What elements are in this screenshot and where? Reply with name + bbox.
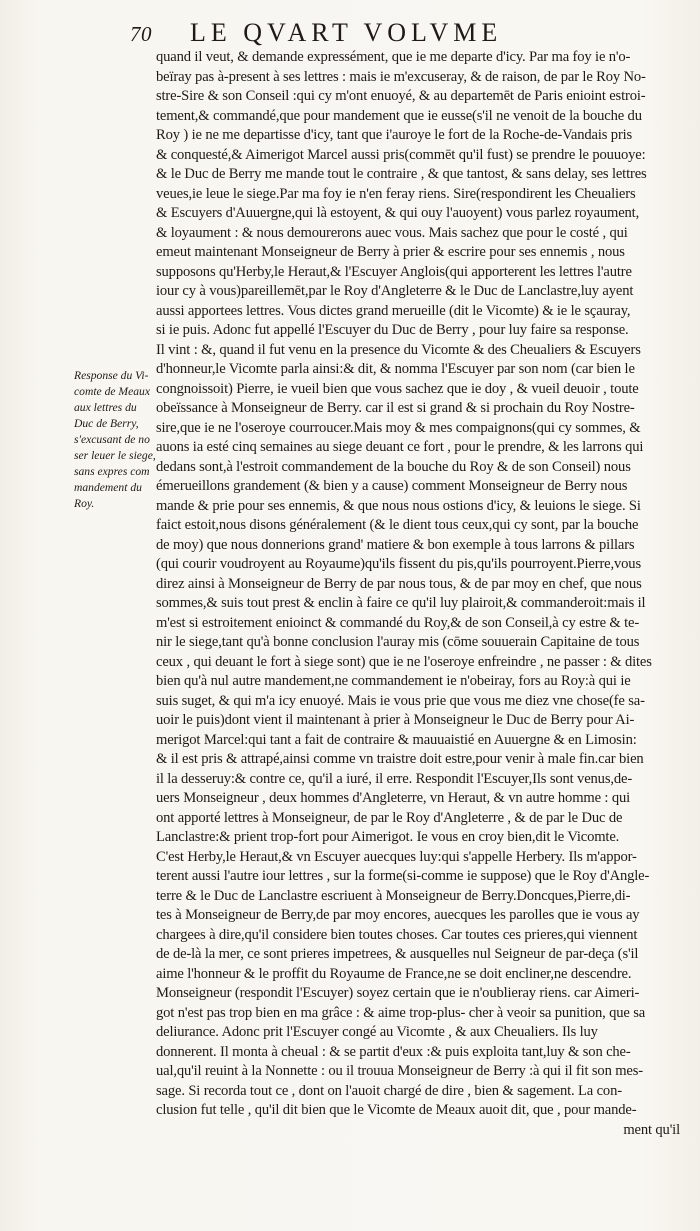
marginal-note-line: Duc de Berry,: [74, 417, 139, 430]
text-line: aussi apportees lettres. Vous dictes grand merueille (dit le Vicomte) & ie le sçauray,: [156, 302, 631, 319]
text-line: si ie puis. Adonc fut appellé l'Escuyer du Duc de Berry , pour luy faire sa response.: [156, 322, 629, 338]
text-line: iour cy à vous)pareillemēt,par le Roy d'Angleterre & le Duc de Lanclastre,luy ayent: [156, 283, 634, 299]
text-line: deliurance. Adonc prit l'Escuyer congé au Vicomte , & aux Cheualiers. Ils luy: [156, 1024, 598, 1040]
text-line: got n'est pas trop bien en ma grâce : & aime trop-plus- cher à veoir sa punition, que sa: [156, 1004, 646, 1021]
text-line: congnoissoit) Pierre, ie vueil bien que vous sachez que ie doy , & vueil deuoir , toute: [156, 380, 639, 397]
text-line: veues,ie leue le siege.Par ma foy ie n'en feray riens. Sire(respondirent les Cheualiers: [156, 185, 636, 202]
text-line: aime l'honneur & le proffit du Royaume de France,ne se doit encliner,ne descendre.: [156, 965, 632, 982]
marginal-note-line: aux lettres du: [74, 401, 137, 414]
text-line: faict estoit,nous disons généralement (& le dient tous ceux,qui cy sont, par la bouche: [156, 517, 639, 533]
text-line: uers Monseigneur , deux hommes d'Angleterre, vn Heraut, & vn autre homme : qui: [156, 790, 631, 806]
text-line: dedans sont,à l'estroit commandement de la bouche du Roy & de son Conseil) nous: [156, 458, 631, 475]
text-line: sommes,& suis tout prest & enclin à faire ce qu'il luy plairoit,& commanderoit:mais il: [156, 595, 646, 611]
text-line: sage. Si recorda tout ce , dont on l'auoit chargé de dire , bien & sagement. La con-: [156, 1082, 622, 1099]
text-line: ceux , qui deuant le fort à siege sont) que ie ne l'oseroye enfreindre , ne passer : & dites: [156, 653, 652, 670]
marginal-note: [74, 368, 158, 512]
text-line: beïray pas à-present à ses lettres : mais ie m'excuseray, & de raison, de par le Roy No-: [156, 68, 646, 85]
text-line: uoir le puis)dont vient il maintenant à prier à Monseigneur le Duc de Berry pour Ai-: [156, 712, 635, 728]
text-line: supposons qu'Herby,le Heraut,& l'Escuyer Anglois(qui apporterent les lettres l'autre: [156, 263, 632, 280]
text-line: (qui courir voudroyent au Royaume)qu'ils fissent du pis,qu'ils pourroyent.Pierre,vous: [156, 556, 641, 572]
text-line: quand il veut, & demande expressément, que ie me departe d'icy. Par ma foy ie n'o-: [156, 49, 631, 65]
marginal-note-line: comte de Meaux: [74, 385, 150, 398]
text-line: de de-là la mer, ce sont prieres impetrees, & ausquelles nul Seigneur de par-deça (s'il: [156, 946, 639, 962]
text-line: clusion fut telle , qu'il dit bien que le Vicomte de Meaux auoit dit, que , pour mande-: [156, 1102, 637, 1118]
text-line: nir le siege,tant qu'à bonne conclusion l'auray mis (cōme souuerain Capitaine de tous: [156, 634, 640, 650]
text-line: Il vint : &, quand il fut venu en la presence du Vicomte & des Cheualiers & Escuyers: [156, 341, 641, 358]
text-line: ont apporté lettres à Monseigneur, de par le Roy d'Angleterre , & de par le Duc de: [156, 809, 623, 826]
text-line: donnerent. Il monta à cheual : & se partit d'eux :& puis exploita tant,luy & son che-: [156, 1043, 631, 1060]
text-line: sire,que ie ne l'oseroye courroucer.Mais moy & mes compaignons(qui cy sommes, &: [156, 419, 641, 436]
text-line: m'est si estroitement enioinct & commandé du Roy,& de son Conseil,à cy estre & te-: [156, 614, 640, 631]
running-head: LE QVART VOLVME: [190, 18, 503, 47]
text-line: & loyaument : & nous demourerons auec vous. Mais sachez que pour le costé , qui: [156, 224, 628, 241]
body-text: [156, 48, 680, 1140]
marginal-note-line: s'excusant de no: [74, 433, 150, 446]
text-line: & le Duc de Berry me mande tout le contraire , & que tantost, & sans delay, ses lettres: [156, 166, 647, 182]
text-line: tes à Monseigneur de Berry,de par moy encores, auecques les parolles que ie vous ay: [156, 907, 640, 923]
marginal-note-line: ser leuer le siege,: [74, 449, 156, 462]
text-line: émerueillons grandement (& bien y a cause) comment Monseigneur de Berry nous: [156, 478, 628, 494]
text-line: & il est pris & attrapé,ainsi comme vn traistre doit estre,pour venir à male fin.car bien: [156, 751, 644, 767]
text-line: obeïssance à Monseigneur de Berry. car il est si grand & si prochain du Roy Nostre-: [156, 400, 635, 416]
text-line: auons ia esté cinq semaines au siege deuant ce fort , pour le prendre, & les larrons qui: [156, 439, 644, 455]
text-line: & Escuyers d'Auuergne,qui là estoyent, & qui ouy l'auoyent) vous parlez royaument,: [156, 205, 640, 221]
text-line: merigot Marcel:qui tant a fait de contraire & mauuaistié en Auuergne & en Limosin:: [156, 731, 637, 748]
text-line: ment qu'il: [623, 1121, 680, 1138]
text-line: tement,& commandé,que pour mandement que ie eusse(s'il ne venoit de la bouche du: [156, 107, 642, 124]
text-line: & conquesté,& Aimerigot Marcel aussi pris(commēt qu'il fust) se prendre le pouuoye:: [156, 146, 646, 163]
text-line: Lanclastre:& prient trop-fort pour Aimerigot. Ie vous en croy bien,dit le Vicomte.: [156, 829, 620, 845]
text-line: d'honneur,le Vicomte parla ainsi:& dit, & nomma l'Escuyer par son nom (car bien le: [156, 361, 635, 377]
page-number: 70: [130, 22, 152, 46]
text-line: stre-Sire & son Conseil :qui cy m'ont enuoyé, & au departemēt de Paris enioint estroi-: [156, 88, 646, 104]
text-line: il la desseruy:& contre ce, qu'il a iuré, il erre. Respondit l'Escuyer,Ils sont venus,de-: [156, 770, 633, 787]
text-line: terent aussi l'autre iour lettres , sur la forme(si-comme ie suppose) que le Roy d'Angle-: [156, 868, 650, 884]
text-line: Roy ) ie ne me departisse d'icy, tant que i'auroye le fort de la Roche-de-Vandais pris: [156, 127, 633, 143]
marginal-note-line: sans expres com: [74, 465, 150, 478]
text-line: emeut maintenant Monseigneur de Berry à prier & escrire pour ses ennemis , nous: [156, 244, 625, 260]
text-line: Monseigneur (respondit l'Escuyer) soyez certain que ie n'oublieray riens. car Aimeri-: [156, 985, 640, 1001]
text-line: de moy) que nous donnerions grand' matiere & bon exemple à tous larrons & pillars: [156, 536, 635, 553]
text-line: bien qu'à nul autre mandement,ne commandement ie n'obeiray, fors au Roy:à qui ie: [156, 673, 631, 689]
text-line: terre & le Duc de Lanclastre escriuent à Monseigneur de Berry.Doncques,Pierre,di-: [156, 887, 631, 904]
text-line: mande & prie pour ses ennemis, & que nous nous ostions d'icy, & leuions le siege. Si: [156, 497, 641, 514]
marginal-note-line: mandement du: [74, 481, 142, 494]
text-line: suis suget, & qui m'a icy enuoyé. Mais ie vous prie que vous me diez vne chose(fe sa-: [156, 692, 645, 709]
marginal-note-line: Roy.: [74, 497, 95, 510]
text-line: chargees à dire,qu'il considere bien toutes choses. Car toutes ces prieres,qui viennent: [156, 926, 638, 943]
marginal-note-line: Response du Vi-: [74, 369, 149, 382]
text-line: direz ainsi à Monseigneur de Berry de par nous tous, & de par moy en chef, que nous: [156, 575, 642, 592]
text-line: C'est Herby,le Heraut,& vn Escuyer auecques luy:qui s'appelle Herbery. Ils m'appor-: [156, 848, 637, 865]
text-line: ual,qu'il reuint à la Nonnette : ou il trouua Monseigneur de Berry :à qui il fit son mes-: [156, 1063, 643, 1079]
